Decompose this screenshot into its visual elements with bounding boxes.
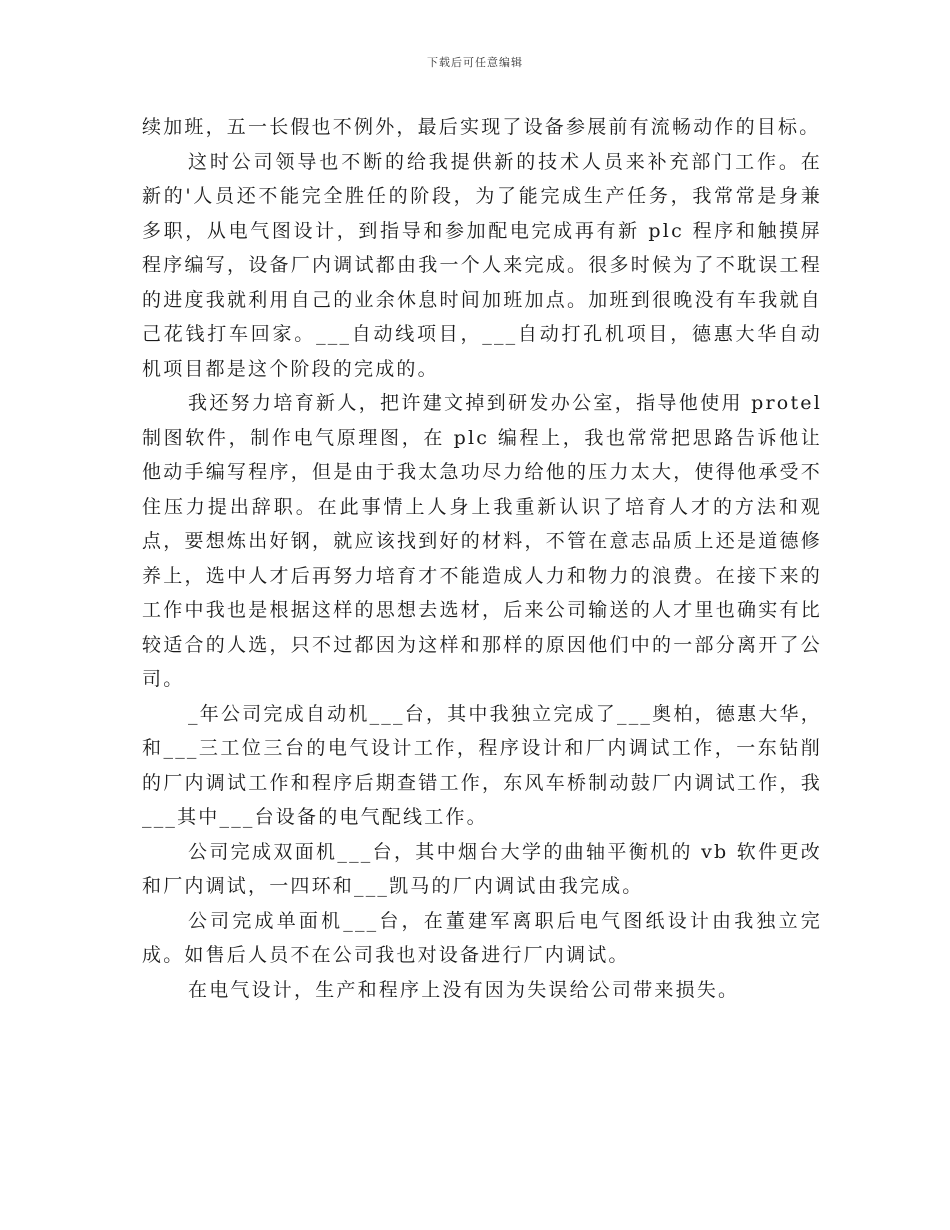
paragraph-5: 公司完成双面机___台，其中烟台大学的曲轴平衡机的 vb 软件更改和厂内调试，一四环和___凯马的厂内调试由我完成。 [142,840,822,897]
paragraph-7: 在电气设计，生产和程序上没有因为失误给公司带来损失。 [188,978,740,1001]
paragraph-2: 这时公司领导也不断的给我提供新的技术人员来补充部门工作。在新的'人员还不能完全胜任的阶段，为了能完成生产任务，我常常是身兼多职，从电气图设计，到指导和参加配电完成再有新 plc 程序和触摸屏程序编写，设备厂内调试都由我一个人来完成。很多时候为了不耽误工程的进度我就利用自己的业余休息时间加班加点。加班到很晚没有车我就自己花钱打车回家。___自动线项目，___自动打孔机项目，德惠大华自动机项目都是这个阶段的完成的。 [142,150,822,380]
paragraph-3: 我还努力培育新人，把许建文掉到研发办公室，指导他使用 protel 制图软件，制作电气原理图，在 plc 编程上，我也常常把思路告诉他让他动手编写程序，但是由于我太急功尽力给他的压力太大，使得他承受不住压力提出辞职。在此事情上人身上我重新认识了培育人才的方法和观点，要想炼出好钢，就应该找到好的材料，不管在意志品质上还是道德修养上，选中人才后再努力培育才不能造成人力和物力的浪费。在接下来的工作中我也是根据这样的思想去选材，后来公司输送的人才里也确实有比较适合的人选，只不过都因为这样和那样的原因他们中的一部分离开了公司。 [142,392,822,690]
paragraph-4: _年公司完成自动机___台，其中我独立完成了___奥柏，德惠大华，和___三工位三台的电气设计工作，程序设计和厂内调试工作，一东钻削的厂内调试工作和程序后期查错工作，东风车桥制动鼓厂内调试工作，我___其中___台设备的电气配线工作。 [142,702,822,828]
paragraph-1: 续加班，五一长假也不例外，最后实现了设备参展前有流畅动作的目标。 [142,116,821,138]
document-body [142,110,822,1007]
page-header: 下载后可任意编辑 [427,56,523,69]
paragraph-6: 公司完成单面机___台，在董建军离职后电气图纸设计由我独立完成。如售后人员不在公司我也对设备进行厂内调试。 [142,909,822,966]
